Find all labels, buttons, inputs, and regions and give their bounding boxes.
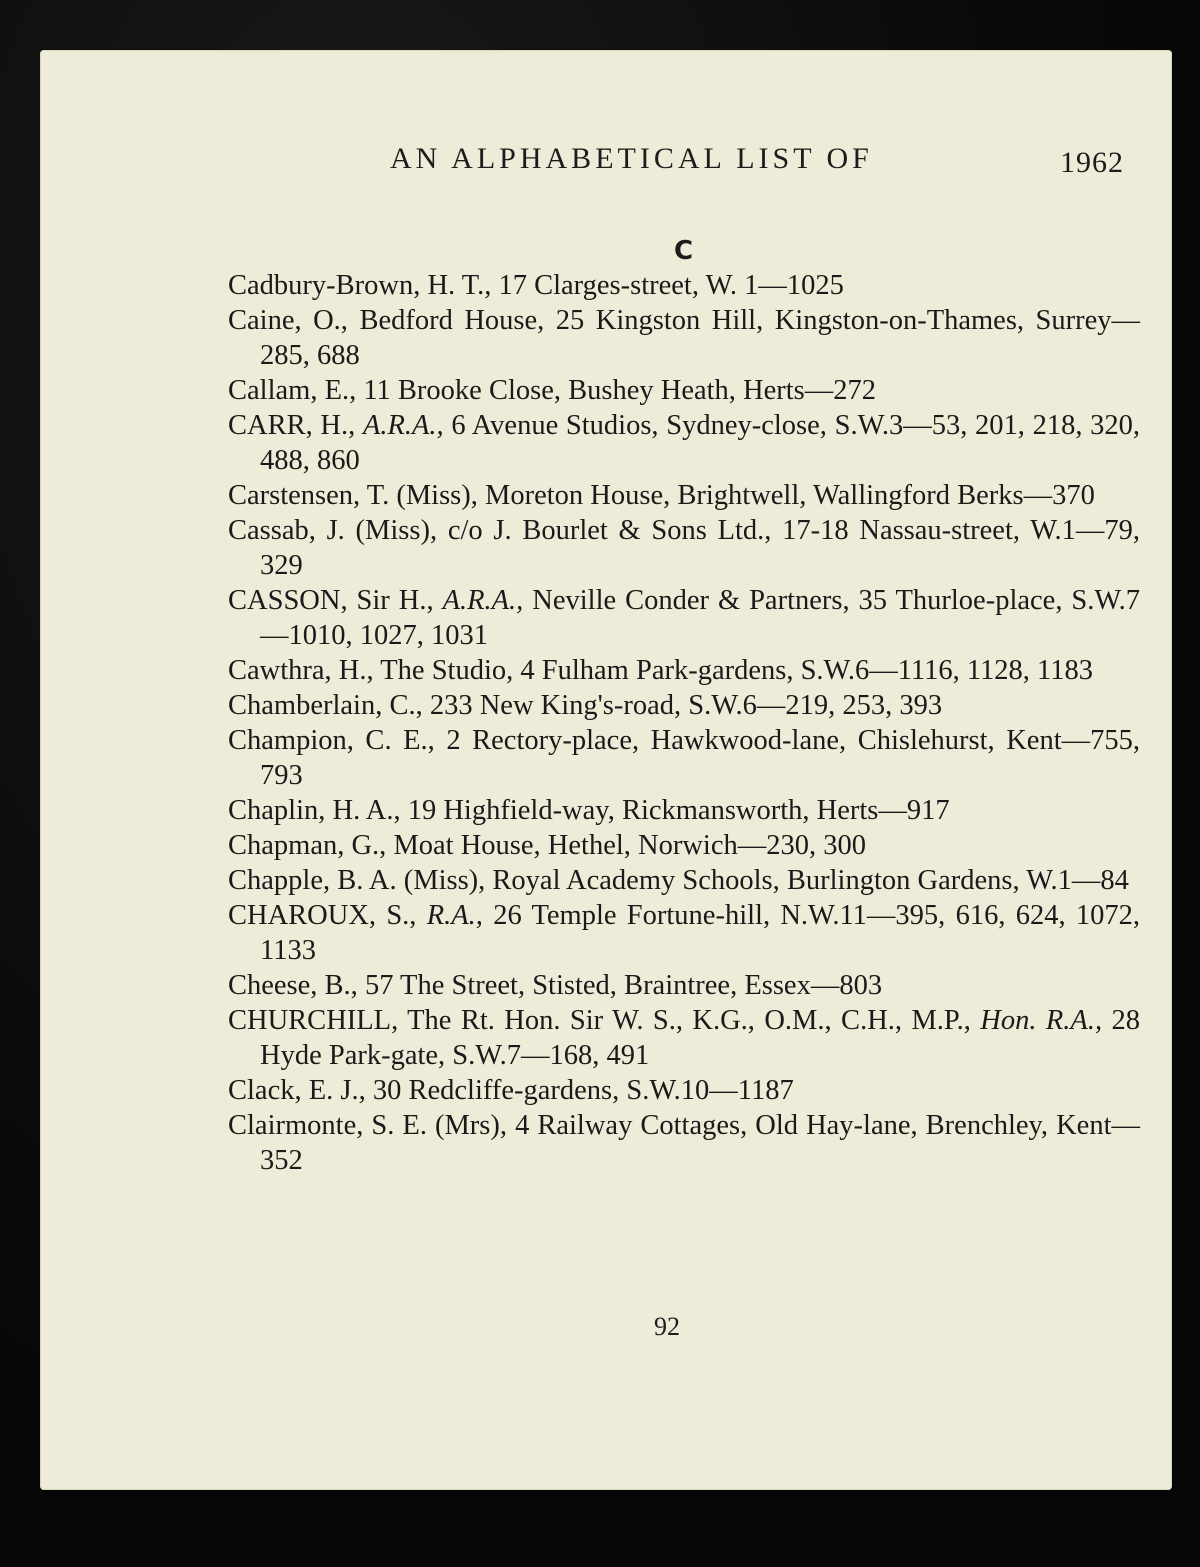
entry-numbers: 917 (906, 795, 950, 826)
entry-name: Chamberlain, C., (228, 690, 423, 721)
entry-name: Chapple, B. A. (Miss), (228, 865, 486, 896)
list-item (228, 1003, 1140, 1073)
entry-address: 11 Brooke Close, Bushey Heath, Herts— (363, 375, 834, 406)
entry-address: 6 Avenue Studios, Sydney-close, S.W.3— (451, 410, 932, 441)
list-item (228, 513, 1140, 583)
entry-numbers: 285, 688 (260, 340, 360, 371)
entry-numbers: 53, 201, 218, 320, 488, 860 (260, 410, 1141, 476)
list-item (228, 373, 1140, 408)
year: 1962 (1060, 146, 1124, 179)
entry-numbers: 1116, 1128, 1183 (897, 655, 1093, 686)
entry-name: Carstensen, T. (Miss), (228, 480, 478, 511)
entry-honour: A.R.A., (362, 410, 444, 441)
list-item (228, 863, 1140, 898)
entry-name: Callam, E., (228, 375, 357, 406)
entry-address: The Studio, 4 Fulham Park-gardens, S.W.6— (380, 655, 898, 686)
list-item (228, 968, 1140, 1003)
entry-address: 19 Highfield-way, Rickmansworth, Herts— (407, 795, 907, 826)
entry-address: 30 Redcliffe-gardens, S.W.10— (372, 1075, 738, 1106)
list-item (228, 793, 1140, 828)
entry-name: Caine, O., (228, 305, 348, 336)
entry-address: Bedford House, 25 Kingston Hill, Kingston-on-Thames, Surrey— (359, 305, 1141, 336)
entry-numbers: 79, 329 (260, 515, 1140, 581)
entry-honour: Hon. R.A., (980, 1005, 1103, 1036)
entry-address: Neville Conder & Partners, 35 Thurloe-place, S.W.7— (260, 585, 1141, 651)
list-item (228, 268, 1140, 303)
entry-address: c/o J. Bourlet & Sons Ltd., 17-18 Nassau-street, W.1— (447, 515, 1105, 546)
entry-name: Chaplin, H. A., (228, 795, 401, 826)
entry-numbers: 168, 491 (549, 1040, 650, 1071)
entry-numbers: 219, 253, 393 (785, 690, 943, 721)
entry-address: 57 The Street, Stisted, Braintree, Essex— (364, 970, 840, 1001)
entry-address: 28 Hyde Park-gate, S.W.7— (260, 1005, 1141, 1071)
entry-honour: R.A., (426, 900, 483, 931)
entry-address: 2 Rectory-place, Hawkwood-lane, Chislehurst, Kent— (446, 725, 1091, 756)
entry-address: 26 Temple Fortune-hill, N.W.11— (493, 900, 896, 931)
list-item (228, 408, 1140, 478)
entry-numbers: 803 (839, 970, 883, 1001)
entry-numbers: 1187 (737, 1075, 794, 1106)
entry-numbers: 1010, 1027, 1031 (288, 620, 488, 651)
list-item (228, 828, 1140, 863)
entry-name: Champion, C. E., (228, 725, 435, 756)
entry-numbers: 352 (260, 1145, 303, 1176)
list-item (228, 583, 1140, 653)
running-head: AN ALPHABETICAL LIST OF (390, 142, 873, 175)
entry-name: CHAROUX, S., (228, 900, 417, 931)
entry-name: CARR, H., (228, 410, 356, 441)
entry-numbers: 370 (1052, 480, 1095, 511)
list-item (228, 688, 1140, 723)
entry-name: Clairmonte, S. E. (Mrs), (228, 1110, 508, 1141)
entry-honour: A.R.A., (442, 585, 524, 616)
entry-address: Moat House, Hethel, Norwich— (393, 830, 767, 861)
list-item (228, 1108, 1140, 1178)
entry-name: CASSON, Sir H., (228, 585, 434, 616)
list-item (228, 653, 1140, 688)
list-item (228, 478, 1140, 513)
page-number: 92 (654, 1312, 680, 1341)
entry-list (228, 268, 1140, 1178)
entry-numbers: 230, 300 (766, 830, 866, 861)
entry-address: Moreton House, Brightwell, Wallingford Berks— (485, 480, 1053, 511)
list-item (228, 723, 1140, 793)
entry-numbers: 84 (1100, 865, 1129, 896)
entry-address: 4 Railway Cottages, Old Hay-lane, Brenchley, Kent— (515, 1110, 1140, 1141)
entry-numbers: 272 (833, 375, 877, 406)
entry-name: Clack, E. J., (228, 1075, 366, 1106)
entry-name: Cassab, J. (Miss), (228, 515, 438, 546)
entry-name: Chapman, G., (228, 830, 387, 861)
entry-address: 17 Clarges-street, W. 1— (498, 270, 787, 301)
entry-name: Cadbury-Brown, H. T., (228, 270, 492, 301)
entry-name: CHURCHILL, The Rt. Hon. Sir W. S., K.G., O.M., C.H., M.P., (228, 1005, 971, 1036)
entry-name: Cawthra, H., (228, 655, 374, 686)
entry-address: 233 New King's-road, S.W.6— (429, 690, 786, 721)
entry-address: Royal Academy Schools, Burlington Gardens, W.1— (492, 865, 1101, 896)
section-letter: C (674, 236, 694, 266)
entry-numbers: 755, 793 (260, 725, 1140, 791)
list-item (228, 898, 1140, 968)
entry-numbers: 1025 (786, 270, 844, 301)
list-item (228, 1073, 1140, 1108)
entry-name: Cheese, B., (228, 970, 358, 1001)
entry-numbers: 395, 616, 624, 1072, 1133 (260, 900, 1141, 966)
list-item (228, 303, 1140, 373)
